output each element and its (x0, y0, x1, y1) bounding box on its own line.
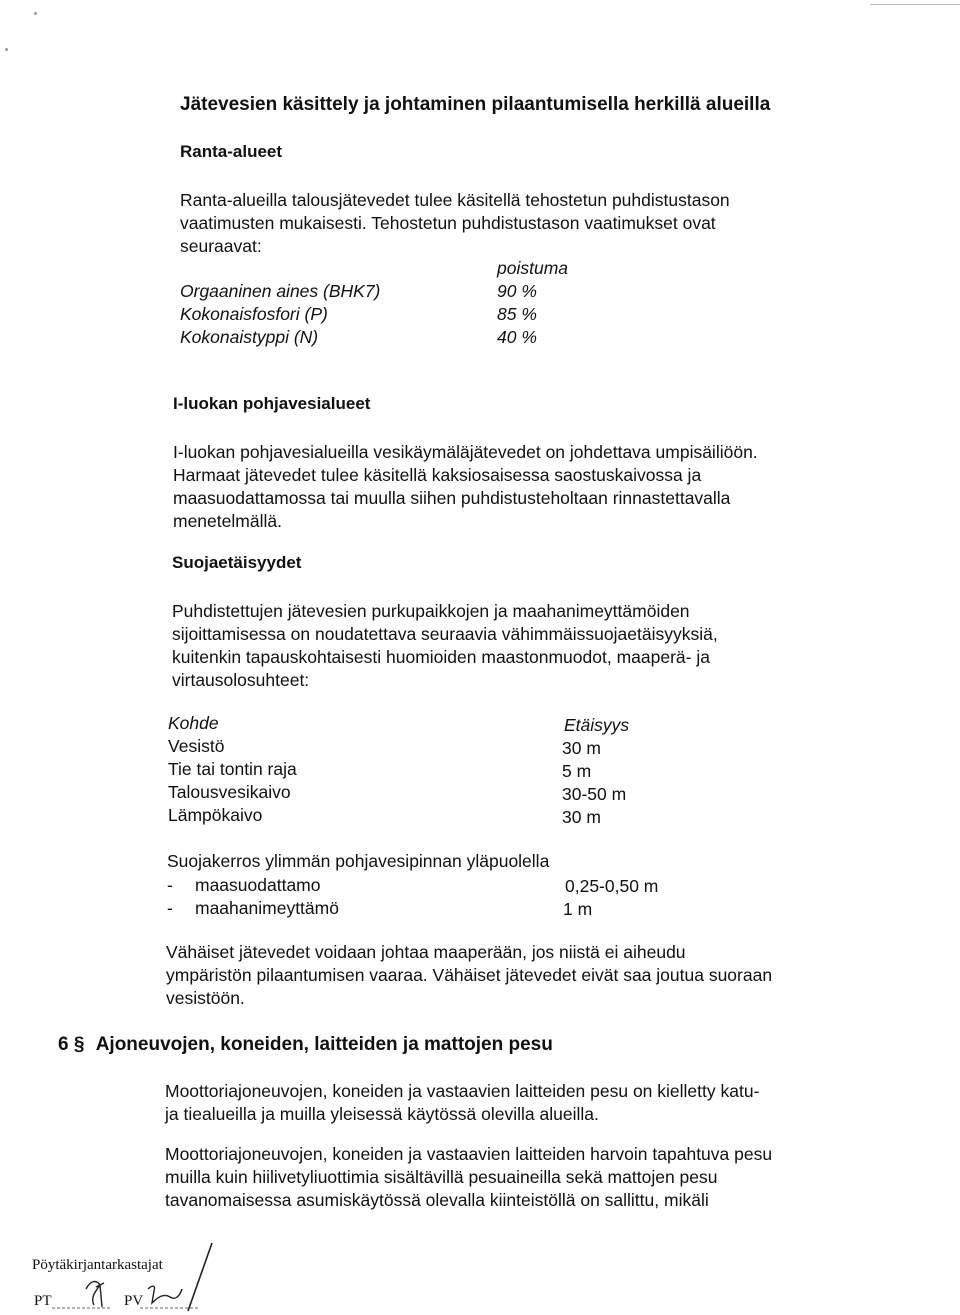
table-header-distance: Etäisyys (564, 715, 630, 735)
distances-title: Suojaetäisyydet (172, 553, 302, 572)
table-row-label: Kokonaistyppi (N) (180, 327, 319, 347)
table-header-removal: poistuma (497, 258, 569, 278)
paragraph-line: seuraavat: (180, 236, 262, 256)
table-row-label: Orgaaninen aines (BHK7) (180, 281, 381, 301)
groundwater-paragraph (173, 441, 853, 533)
shore-title: Ranta-alueet (180, 142, 283, 161)
table-row-distance: 30 m (562, 738, 601, 758)
table-row-value: 40 % (497, 327, 537, 347)
table-row-target: Vesistö (168, 736, 225, 756)
shore-paragraph (180, 189, 840, 258)
section-6-heading (58, 1034, 553, 1056)
protective-layer-title: Suojakerros ylimmän pohjavesipinnan yläpuolella (167, 851, 550, 871)
list-dash: - (167, 898, 173, 918)
table-row-target: Talousvesikaivo (168, 782, 291, 802)
paragraph-line: I-luokan pohjavesialueilla vesikäymäläjätevedet on johdettava umpisäiliöön. (173, 442, 758, 462)
pt-signature (86, 1282, 104, 1307)
list-dash: - (167, 875, 173, 895)
page-heading: Jätevesien käsittely ja johtaminen pilaantumisella herkillä alueilla (180, 94, 771, 115)
paragraph-line: Moottoriajoneuvojen, koneiden ja vastaavien laitteiden pesu on kielletty katu- (165, 1081, 760, 1101)
signature-slash (188, 1243, 212, 1311)
paragraph-line: sijoittamisessa on noudatettava seuraavia vähimmäissuojaetäisyyksiä, (172, 624, 718, 644)
paragraph-line: muilla kuin hiilivetyliuottimia sisältävillä pesuaineilla sekä mattojen pesu (165, 1167, 718, 1187)
paragraph-line: Ranta-alueilla talousjätevedet tulee käsitellä tehostetun puhdistustason (180, 190, 730, 210)
paragraph-line: Vähäiset jätevedet voidaan johtaa maaperään, jos niistä ei aiheudu (166, 942, 686, 962)
table-row-value: 85 % (497, 304, 537, 324)
section-title: Ajoneuvojen, koneiden, laitteiden ja mattojen pesu (95, 1034, 553, 1055)
table-row-target: Lämpökaivo (168, 805, 263, 825)
closing-paragraph (166, 941, 866, 1010)
signature-marks (30, 1235, 230, 1315)
paragraph-line: Moottoriajoneuvojen, koneiden ja vastaavien laitteiden harvoin tapahtuva pesu (165, 1144, 773, 1164)
table-header-target: Kohde (168, 713, 219, 733)
table-row-target: Tie tai tontin raja (168, 759, 297, 779)
section-number: 6 § (58, 1034, 85, 1055)
table-row-label: Kokonaisfosfori (P) (180, 304, 328, 324)
table-row-value: 90 % (497, 281, 537, 301)
scan-edge-line (870, 4, 960, 5)
protective-row-value: 0,25-0,50 m (565, 876, 659, 896)
scan-speck (34, 12, 37, 15)
pt-label: PT (34, 1293, 52, 1309)
paragraph-line: Puhdistettujen jätevesien purkupaikkojen ja maahanimeyttämöiden (172, 601, 690, 621)
paragraph-line: maasuodattamossa tai muulla siihen puhdistusteholtaan rinnastettavalla (173, 488, 731, 508)
pv-label: PV (124, 1293, 144, 1309)
paragraph-line: vesistöön. (166, 988, 245, 1008)
groundwater-title: I-luokan pohjavesialueet (173, 394, 371, 413)
section-6-paragraph-2 (165, 1143, 865, 1212)
distances-paragraph (172, 600, 832, 692)
table-row-distance: 30 m (562, 807, 601, 827)
paragraph-line: tavanomaisessa asumiskäytössä olevalla kiinteistöllä on sallittu, mikäli (165, 1190, 709, 1210)
paragraph-line: Harmaat jätevedet tulee käsitellä kaksiosaisessa saostuskaivossa ja (173, 465, 702, 485)
minutes-checkers-label: Pöytäkirjantarkastajat (32, 1257, 163, 1273)
pv-signature (148, 1286, 182, 1303)
paragraph-line: vaatimusten mukaisesti. Tehostetun puhdistustason vaatimukset ovat (180, 213, 716, 233)
paragraph-line: ja tiealueilla ja muilla yleisessä käytössä olevilla alueilla. (165, 1104, 599, 1124)
paragraph-line: kuitenkin tapauskohtaisesti huomioiden maastonmuodot, maaperä- ja (172, 647, 710, 667)
section-6-paragraph-1 (165, 1080, 865, 1126)
paragraph-line: ympäristön pilaantumisen vaaraa. Vähäiset jätevedet eivät saa joutua suoraan (166, 965, 773, 985)
table-row-distance: 30-50 m (562, 784, 627, 804)
paragraph-line: menetelmällä. (173, 511, 282, 531)
protective-row-label: maasuodattamo (195, 875, 321, 895)
table-row-distance: 5 m (562, 761, 592, 781)
protective-row-label: maahanimeyttämö (195, 898, 339, 918)
scan-speck (5, 48, 8, 51)
protective-row-value: 1 m (563, 899, 593, 919)
paragraph-line: virtausolosuhteet: (172, 670, 310, 690)
